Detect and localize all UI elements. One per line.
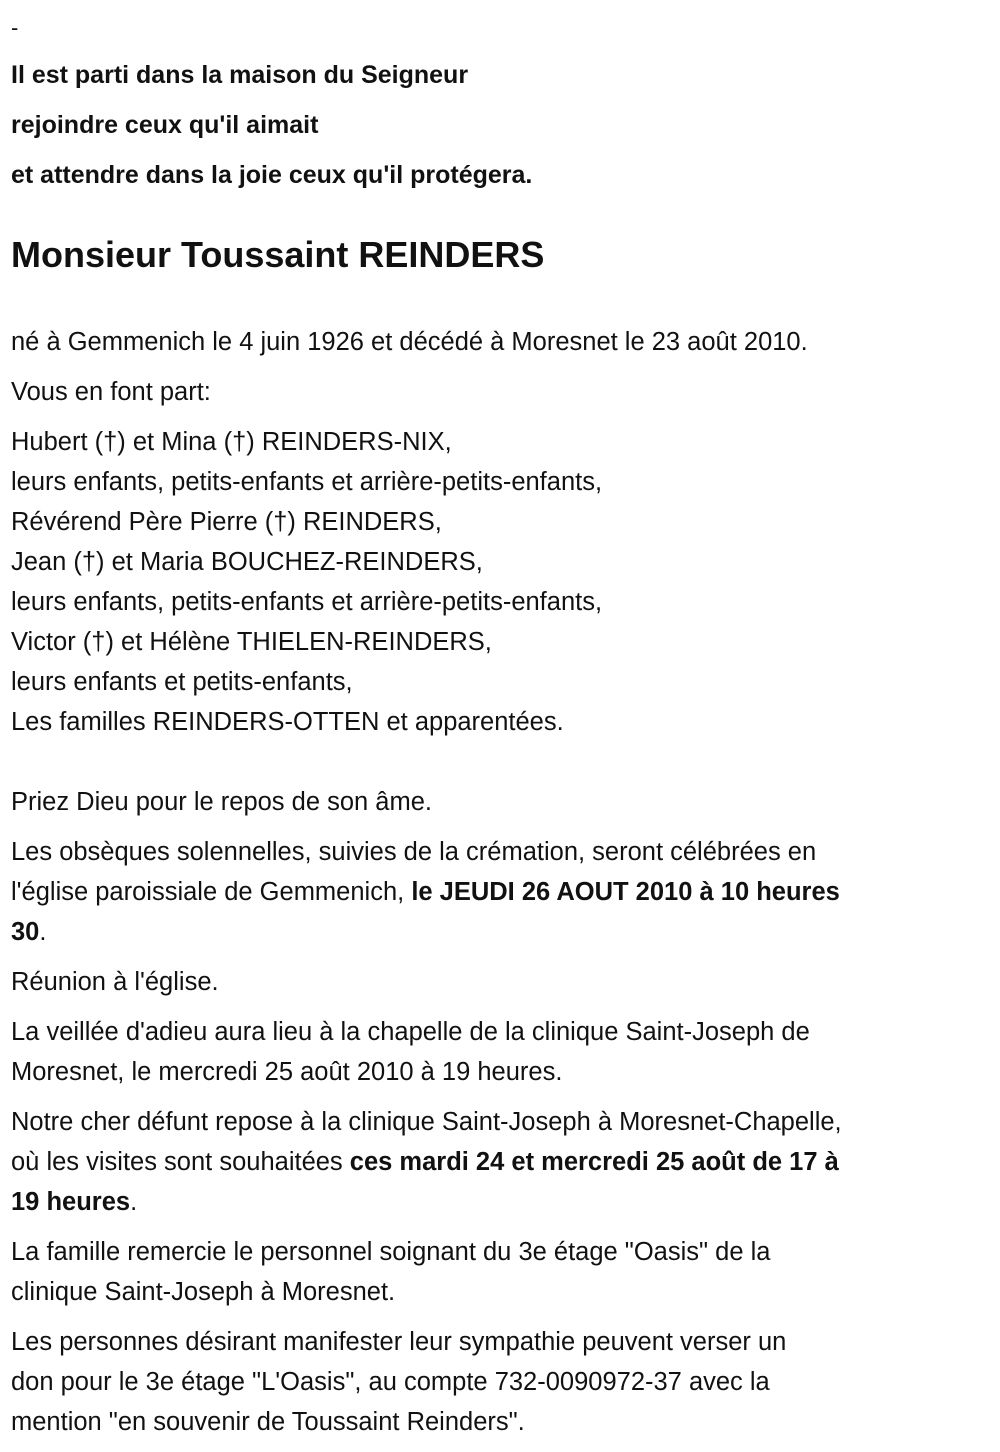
verse-line: Il est parti dans la maison du Seigneur [11, 61, 469, 89]
funeral-line [11, 872, 842, 912]
verse-line: et attendre dans la joie ceux qu'il protégera. [11, 161, 533, 189]
visit-time: 19 heures [11, 1188, 131, 1216]
donation-info [11, 1322, 842, 1442]
family-list [11, 422, 842, 742]
rest-info [11, 1102, 842, 1222]
family-line: Révérend Père Pierre (†) REINDERS, [11, 508, 442, 536]
donation-line: don pour le 3e étage "L'Oasis", au compte 732-0090972-37 avec la [11, 1368, 770, 1396]
funeral-place: l'église paroissiale de Gemmenich, [11, 878, 412, 906]
family-line: leurs enfants, petits-enfants et arrière-petits-enfants, [11, 588, 603, 616]
family-line: leurs enfants, petits-enfants et arrière-petits-enfants, [11, 468, 603, 496]
deceased-name: Monsieur Toussaint REINDERS [11, 234, 545, 275]
birth-death-info [11, 322, 842, 362]
rest-line: Notre cher défunt repose à la clinique Saint-Joseph à Moresnet-Chapelle, [11, 1108, 842, 1136]
funeral-info [11, 832, 842, 952]
birth-death-text: né à Gemmenich le 4 juin 1926 et décédé à Moresnet le 23 août 2010. [11, 328, 808, 356]
funeral-time: 30 [11, 918, 40, 946]
family-line: Hubert (†) et Mina (†) REINDERS-NIX, [11, 428, 452, 456]
family-line: Les familles REINDERS-OTTEN et apparentées. [11, 708, 564, 736]
thanks-line: clinique Saint-Joseph à Moresnet. [11, 1278, 396, 1306]
funeral-line [11, 912, 842, 952]
meeting-text: Réunion à l'église. [11, 968, 219, 996]
donation-line: mention "en souvenir de Toussaint Reinders". [11, 1408, 525, 1436]
family-line: Jean (†) et Maria BOUCHEZ-REINDERS, [11, 548, 483, 576]
announcement-body [11, 322, 842, 1452]
opening-verse [11, 50, 532, 200]
prayer [11, 782, 842, 822]
meeting-info [11, 962, 842, 1002]
family-line: Victor (†) et Hélène THIELEN-REINDERS, [11, 628, 492, 656]
verse-line: rejoindre ceux qu'il aimait [11, 111, 319, 139]
rest-line [11, 1142, 842, 1182]
punctuation: . [130, 1188, 138, 1216]
prayer-text: Priez Dieu pour le repos de son âme. [11, 788, 432, 816]
vigil-info [11, 1012, 842, 1092]
family-line: leurs enfants et petits-enfants, [11, 668, 353, 696]
intro [11, 372, 842, 412]
donation-line: Les personnes désirant manifester leur sympathie peuvent verser un [11, 1328, 787, 1356]
dash-mark: - [11, 15, 19, 40]
vigil-line: Moresnet, le mercredi 25 août 2010 à 19 heures. [11, 1058, 563, 1086]
thanks-line: La famille remercie le personnel soignant du 3e étage "Oasis" de la [11, 1238, 771, 1266]
funeral-line: Les obsèques solennelles, suivies de la crémation, seront célébrées en [11, 838, 817, 866]
thanks-info [11, 1232, 842, 1312]
intro-text: Vous en font part: [11, 378, 211, 406]
rest-line [11, 1182, 842, 1222]
vigil-line: La veillée d'adieu aura lieu à la chapelle de la clinique Saint-Joseph de [11, 1018, 810, 1046]
punctuation: . [39, 918, 47, 946]
funeral-date: le JEUDI 26 AOUT 2010 à 10 heures [411, 878, 840, 906]
visit-dates: ces mardi 24 et mercredi 25 août de 17 à [349, 1148, 839, 1176]
rest-text: où les visites sont souhaitées [11, 1148, 350, 1176]
spacer [11, 752, 842, 782]
